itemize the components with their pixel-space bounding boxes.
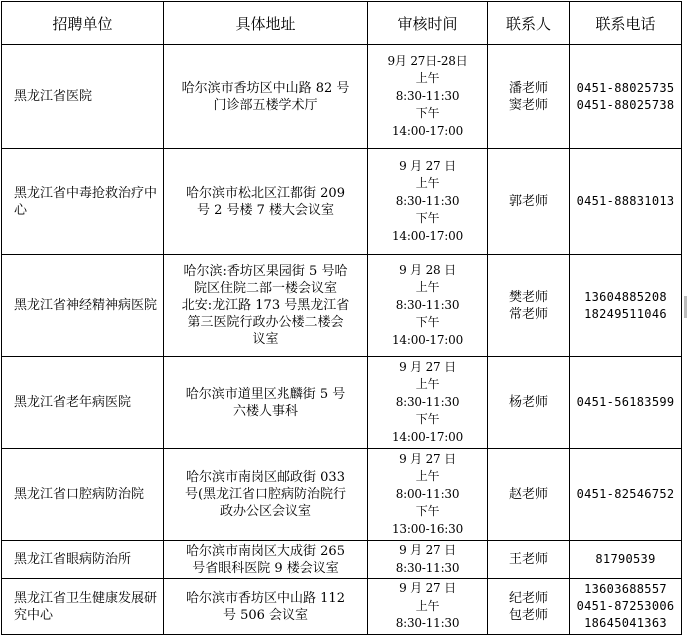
time-line: 上午 <box>415 176 440 191</box>
address-line: 号 2 号楼 7 楼大会议室 <box>196 202 335 218</box>
contact-cell <box>488 449 570 541</box>
phone-number: 13603688557 <box>584 582 667 596</box>
time-line: 9 月 27 日 <box>399 158 456 173</box>
phone-cell <box>570 357 682 449</box>
contact-cell <box>488 255 570 357</box>
contact-name: 包老师 <box>508 607 548 623</box>
phone-number: 0451-82546752 <box>576 487 675 501</box>
address-line: 议室 <box>252 332 279 347</box>
time-cell <box>368 449 488 541</box>
time-cell <box>368 45 488 149</box>
contact-name: 樊老师 <box>508 289 548 305</box>
phone-number: 0451-56183599 <box>576 395 675 409</box>
address-cell <box>164 579 368 635</box>
address-line: 政办公区会议室 <box>219 504 311 519</box>
time-cell <box>368 579 488 635</box>
time-line: 下午 <box>415 106 440 121</box>
time-cell <box>368 357 488 449</box>
phone-number: 0451-87253006 <box>576 599 675 613</box>
time-line: 下午 <box>415 211 440 226</box>
phone-cell <box>570 255 682 357</box>
table-row <box>2 255 682 357</box>
table-row <box>2 579 682 635</box>
header-unit: 招聘单位 <box>2 2 164 45</box>
address-line: 哈尔滨市香坊区中山路 112 <box>186 590 345 606</box>
address-cell <box>164 357 368 449</box>
time-line: 14:00-17:00 <box>391 228 464 243</box>
header-address: 具体地址 <box>164 2 368 45</box>
address-line: 六楼人事科 <box>232 403 298 419</box>
contact-cell <box>488 45 570 149</box>
time-line: 9 月 27 日 <box>399 451 456 466</box>
unit-cell <box>2 449 164 541</box>
time-line: 8:30-11:30 <box>395 297 460 312</box>
phone-number: 81790539 <box>595 552 656 566</box>
unit-name: 黑龙江省卫生健康发展研究中心 <box>14 590 158 623</box>
contact-name: 纪老师 <box>508 590 548 606</box>
phone-cell <box>570 149 682 255</box>
unit-cell <box>2 255 164 357</box>
contact-name: 常老师 <box>508 306 548 322</box>
address-line: 北安:龙江路 173 号黑龙江省 <box>181 298 350 313</box>
page-edge-mark <box>684 296 687 318</box>
phone-cell <box>570 541 682 579</box>
unit-name: 黑龙江省神经精神病医院 <box>14 298 158 313</box>
table-row <box>2 149 682 255</box>
time-line: 8:30-11:30 <box>395 394 460 409</box>
unit-cell <box>2 579 164 635</box>
phone-number: 0451-88025738 <box>576 97 675 112</box>
time-line: 9 月 27 日 <box>399 543 456 557</box>
time-line: 上午 <box>415 71 440 86</box>
time-line: 8:30-11:30 <box>395 88 460 103</box>
recruitment-review-table <box>1 1 682 635</box>
time-line: 9 月 28 日 <box>399 262 456 277</box>
table-row <box>2 357 682 449</box>
contact-cell <box>488 541 570 579</box>
phone-number: 18645041363 <box>584 616 667 630</box>
time-line: 下午 <box>415 315 440 330</box>
time-cell <box>368 255 488 357</box>
unit-cell <box>2 541 164 579</box>
address-line: 哈尔滨市松北区江都街 209 <box>186 185 345 201</box>
time-line: 上午 <box>415 377 440 392</box>
header-time: 审核时间 <box>368 2 488 45</box>
contact-cell <box>488 579 570 635</box>
unit-cell <box>2 149 164 255</box>
address-line: 哈尔滨市香坊区中山路 82 号 <box>181 80 350 96</box>
address-line: 院区住院二部一楼会议室 <box>193 281 337 296</box>
phone-number: 0451-88025735 <box>576 80 675 95</box>
phone-number: 0451-88831013 <box>576 194 675 208</box>
time-line: 下午 <box>415 412 440 427</box>
contact-name: 杨老师 <box>508 395 548 410</box>
time-line: 8:30-11:30 <box>395 560 460 575</box>
address-line: 哈尔滨市道里区兆麟街 5 号 <box>185 386 346 402</box>
phone-number: 18249511046 <box>584 306 667 321</box>
contact-name: 王老师 <box>508 552 548 567</box>
address-line: 哈尔滨:香坊区果园街 5 号哈 <box>183 264 348 279</box>
contact-name: 郭老师 <box>508 194 548 209</box>
time-cell <box>368 149 488 255</box>
time-line: 9 月 27 日 <box>399 359 456 374</box>
time-line: 9月 27日-28日 <box>387 53 468 68</box>
time-line: 9 月 27 日 <box>399 581 456 596</box>
phone-cell <box>570 449 682 541</box>
contact-cell <box>488 357 570 449</box>
time-line: 下午 <box>415 504 440 519</box>
time-line: 上午 <box>415 469 440 484</box>
address-line: 第三医院行政办公楼二楼会 <box>187 315 344 330</box>
address-cell <box>164 449 368 541</box>
phone-cell <box>570 45 682 149</box>
address-line: 门诊部五楼学术厅 <box>213 97 318 113</box>
address-line: 哈尔滨市南岗区大成街 265 <box>186 543 345 559</box>
address-line: 哈尔滨市南岗区邮政街 033 <box>186 470 345 485</box>
address-line: 号省眼科医院 9 楼会议室 <box>192 560 339 576</box>
time-line: 14:00-17:00 <box>391 123 464 138</box>
contact-name: 潘老师 <box>508 80 548 96</box>
header-row <box>2 2 682 45</box>
time-line: 8:00-11:30 <box>395 486 460 501</box>
unit-name: 黑龙江省老年病医院 <box>14 395 132 410</box>
time-line: 8:30-11:30 <box>395 193 460 208</box>
time-cell <box>368 541 488 579</box>
unit-cell <box>2 45 164 149</box>
unit-cell <box>2 357 164 449</box>
table-row <box>2 541 682 579</box>
time-line: 8:30-11:30 <box>395 616 460 631</box>
address-cell <box>164 255 368 357</box>
address-cell <box>164 541 368 579</box>
time-line: 14:00-17:00 <box>391 429 464 444</box>
time-line: 上午 <box>415 280 440 295</box>
table-row <box>2 45 682 149</box>
header-phone: 联系电话 <box>570 2 682 45</box>
address-cell <box>164 45 368 149</box>
time-line: 13:00-16:30 <box>391 521 464 536</box>
contact-name: 赵老师 <box>508 487 548 502</box>
time-line: 上午 <box>415 598 440 613</box>
contact-cell <box>488 149 570 255</box>
table-row <box>2 449 682 541</box>
time-line: 14:00-17:00 <box>391 332 464 347</box>
unit-name: 黑龙江省中毒抢救治疗中心 <box>14 185 158 218</box>
address-line: 号(黑龙江省口腔病防治院行 <box>184 487 347 502</box>
address-line: 号 506 会议室 <box>222 607 309 623</box>
phone-number: 13604885208 <box>584 289 667 304</box>
contact-name: 窦老师 <box>508 97 548 113</box>
address-cell <box>164 149 368 255</box>
unit-name: 黑龙江省眼病防治所 <box>14 552 132 567</box>
header-contact: 联系人 <box>488 2 570 45</box>
unit-name: 黑龙江省医院 <box>14 89 93 104</box>
unit-name: 黑龙江省口腔病防治院 <box>14 487 145 502</box>
phone-cell <box>570 579 682 635</box>
